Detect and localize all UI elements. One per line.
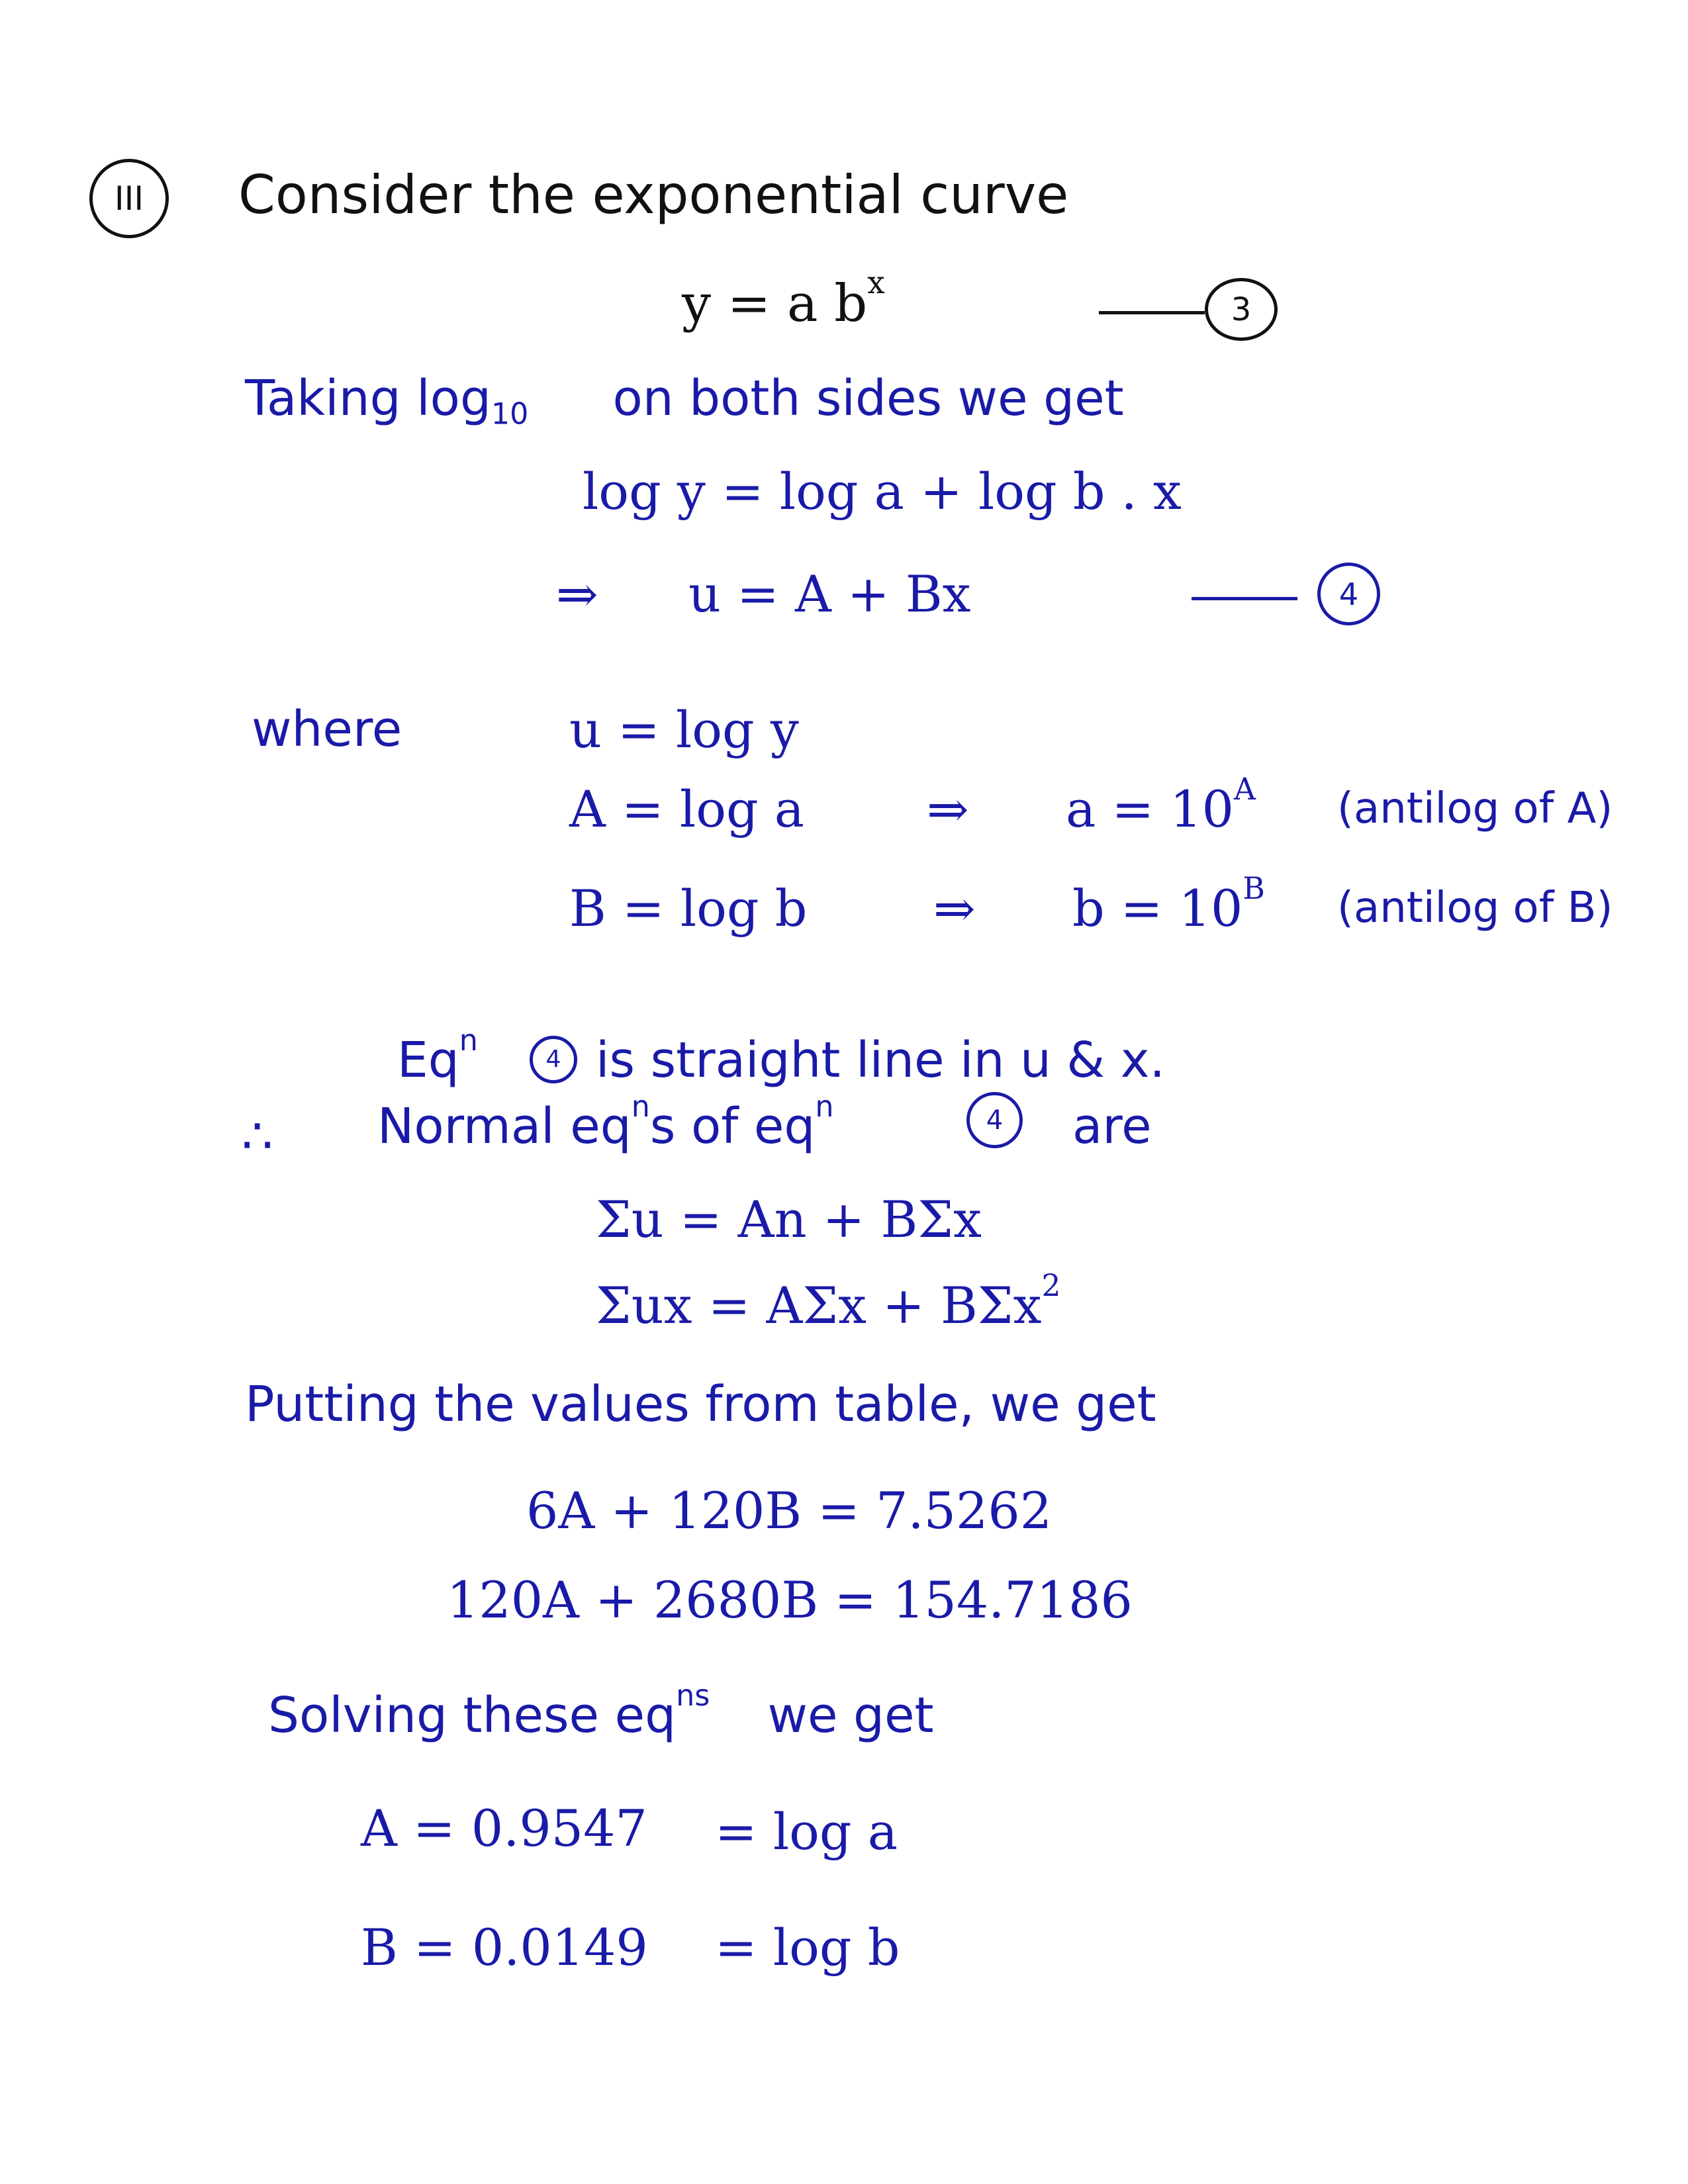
problem-number-circle [89,159,169,238]
straight-line-tag [530,1036,577,1083]
result-A: A = 0.9547 [361,1799,647,1858]
b-definition: B = log b [569,879,808,938]
equation-3-body: y = a b [682,274,868,334]
normal-equation-2-main: Σux = AΣx + BΣx [596,1276,1042,1335]
normal-eqs-text1: Normal eq [377,1098,632,1155]
solving-rest: we get [767,1687,934,1744]
a-result-base: a = 10 [1066,780,1235,839]
equation-3-exponent: x [867,265,885,301]
problem-number: III [114,179,144,218]
therefore-symbol: ∴ [242,1108,273,1165]
equation-4-dash [1192,597,1297,600]
equation-4-tag-label: 4 [1338,576,1359,612]
equation-3-dash [1099,311,1205,314]
b-arrow: ⇒ [933,879,976,938]
a-result [1066,771,1256,839]
value-equation-2: 120A + 2680B = 154.7186 [447,1570,1133,1629]
normal-eqs-intro [377,1090,834,1155]
taking-log-line [245,370,1124,432]
equation-4-arrow: ⇒ [556,565,598,623]
normal-eqs-tag-label: 4 [986,1105,1004,1136]
normal-eqs-are: are [1072,1098,1152,1155]
b-result-base: b = 10 [1072,879,1243,938]
straight-eq-sup: n [459,1024,478,1058]
normal-eqs-text2: s of eq [649,1098,816,1155]
straight-eq-word: Eq [397,1032,459,1089]
putting-values-text: Putting the values from table, we get [245,1376,1156,1433]
result-A-log: = log a [715,1802,898,1861]
taking-log-text: Taking log [245,370,491,427]
solving-line [268,1679,934,1744]
straight-line-prefix [397,1024,478,1089]
normal-equation-2-sup: 2 [1041,1267,1061,1303]
b-result [1072,870,1265,938]
where-label: where [252,701,402,758]
intro-text: Consider the exponential curve [238,164,1069,226]
straight-line-tag-label: 4 [545,1046,561,1073]
equation-4: u = A + Bx [688,565,971,623]
result-B-log: = log b [715,1918,900,1977]
equation-4-tag [1317,563,1380,625]
b-antilog-note: (antilog of B) [1337,884,1613,933]
taking-log-rest: on both sides we get [612,370,1124,427]
normal-eqs-sup1: n [631,1090,650,1124]
equation-3 [682,265,885,334]
a-definition: A = log a [569,780,805,839]
solving-text: Solving these eq [268,1687,677,1744]
straight-line-rest: is straight line in u & x. [596,1032,1165,1089]
a-arrow: ⇒ [927,780,969,839]
log-equation: log y = log a + log b . x [583,462,1182,521]
b-result-exponent: B [1243,870,1265,906]
normal-equation-2 [596,1267,1061,1335]
normal-eqs-tag [966,1092,1023,1148]
normal-equation-1: Σu = An + BΣx [596,1190,982,1249]
equation-3-tag [1205,278,1278,341]
value-equation-1: 6A + 120B = 7.5262 [526,1481,1053,1540]
a-antilog-note: (antilog of A) [1337,784,1613,833]
normal-eqs-sup2: n [815,1090,834,1124]
result-B: B = 0.0149 [361,1918,648,1977]
solving-sup: ns [676,1679,710,1713]
equation-3-tag-label: 3 [1231,291,1252,328]
taking-log-base: 10 [491,397,529,432]
a-result-exponent: A [1234,771,1256,807]
u-definition: u = log y [569,700,799,759]
